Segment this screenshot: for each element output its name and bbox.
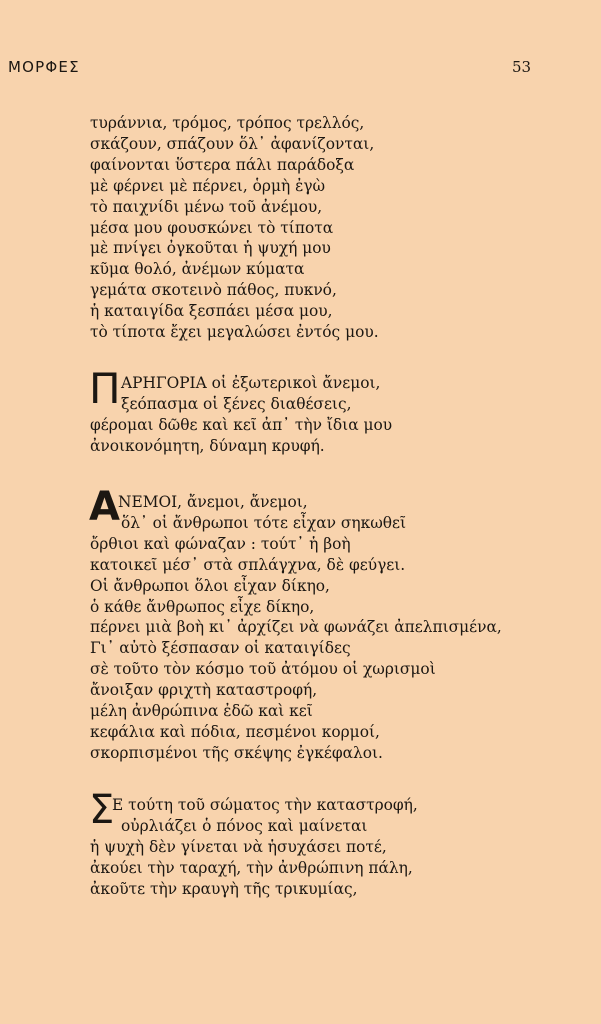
verse-line: φαίνονται ὕστερα πάλι παράδοξα (90, 155, 355, 174)
verse-line: ἀνοικονόμητη, δύναμη κρυφή. (90, 436, 325, 455)
verse-line: ξεόπασμα οἱ ξένες διαθέσεις, (121, 394, 352, 413)
verse-line: Γι᾽ αὐτὸ ξέσπασαν οἱ καταιγίδες (90, 639, 351, 658)
verse-line: οὐρλιάζει ὁ πόνος καὶ μαίνεται (121, 816, 368, 835)
drop-cap: Α (89, 484, 120, 530)
stanza-4 (90, 795, 595, 900)
verse-line: ἡ ψυχὴ δὲν γίνεται νὰ ἡσυχάσει ποτέ, (90, 837, 387, 856)
stanza-1 (90, 113, 595, 343)
verse-line: Ε τούτη τοῦ σώματος τὴν καταστροφή, (112, 796, 418, 814)
verse-line: ὅλ᾽ οἱ ἄνθρωποι τότε εἶχαν σηκωθεῖ (121, 513, 407, 532)
verse-line: ἡ καταιγίδα ξεσπάει μέσα μου, (90, 302, 333, 321)
verse-line: Οἱ ἄνθρωποι ὅλοι εἶχαν δίκηο, (90, 576, 330, 595)
verse-line: μὲ πνίγει ὀγκοῦται ἡ ψυχή μου (90, 239, 331, 258)
stanza-2 (90, 373, 595, 457)
verse-line: μέσα μου φουσκώνει τὸ τίποτα (90, 218, 334, 237)
running-title: ΜΟΡΦΕΣ (8, 58, 80, 76)
verse-line: μὲ φέρνει μὲ πέρνει, ὁρμὴ ἐγὼ (90, 176, 326, 195)
verse-line: κεφάλια καὶ πόδια, πεσμένοι κορμοί, (90, 722, 380, 741)
verse-line: γεμάτα σκοτεινὸ πάθος, πυκνό, (90, 281, 337, 300)
verse-line: πέρνει μιὰ βοὴ κι᾽ ἀρχίζει νὰ φωνάζει ἀπελπισμένα, (90, 618, 502, 637)
verse-line: σκάζουν, σπάζουν ὅλ᾽ ἀφανίζονται, (90, 134, 375, 153)
verse-line: σκορπισμένοι τῆς σκέψης ἐγκέφαλοι. (90, 743, 383, 762)
verse-line: ΝΕΜΟΙ, ἄνεμοι, ἄνεμοι, (118, 493, 308, 511)
drop-cap: Σ (89, 787, 115, 833)
verse-line: ὄρθιοι καὶ φώναζαν : τούτ᾽ ἡ βοὴ (90, 534, 351, 553)
drop-cap: Π (89, 364, 121, 413)
verse-line: τυράννια, τρόμος, τρόπος τρελλός, (90, 114, 365, 132)
verse-line: κατοικεῖ μέσ᾽ στὰ σπλάγχνα, δὲ φεύγει. (90, 555, 406, 574)
verse-line: φέρομαι δῶθε καὶ κεῖ ἀπ᾽ τὴν ἴδια μου (90, 415, 393, 434)
verse-line: σὲ τοῦτο τὸν κόσμο τοῦ ἀτόμου οἱ χωρισμοὶ (90, 660, 436, 679)
verse-line: ἀκοῦτε τὴν κραυγὴ τῆς τρικυμίας, (90, 879, 358, 898)
verse-line: ΑΡΗΓΟΡΙΑ οἱ ἐξωτερικοὶ ἄνεμοι, (121, 374, 381, 392)
page-number: 53 (512, 58, 532, 76)
verse-line: ἀκούει τὴν ταραχή, τὴν ἀνθρώπινη πάλη, (90, 858, 413, 877)
verse-line: ἄνοιξαν φριχτὴ καταστροφή, (90, 681, 318, 700)
verse-line: κῦμα θολό, ἀνέμων κύματα (90, 260, 305, 279)
verse-line: μέλη ἀνθρώπινα ἐδῶ καὶ κεῖ (90, 702, 313, 721)
stanza-3 (90, 492, 595, 764)
verse-line: τὸ τίποτα ἔχει μεγαλώσει ἐντός μου. (90, 323, 379, 342)
verse-line: ὁ κάθε ἄνθρωπος εἶχε δίκηο, (90, 597, 315, 616)
verse-line: τὸ παιχνίδι μένω τοῦ ἀνέμου, (90, 197, 323, 216)
